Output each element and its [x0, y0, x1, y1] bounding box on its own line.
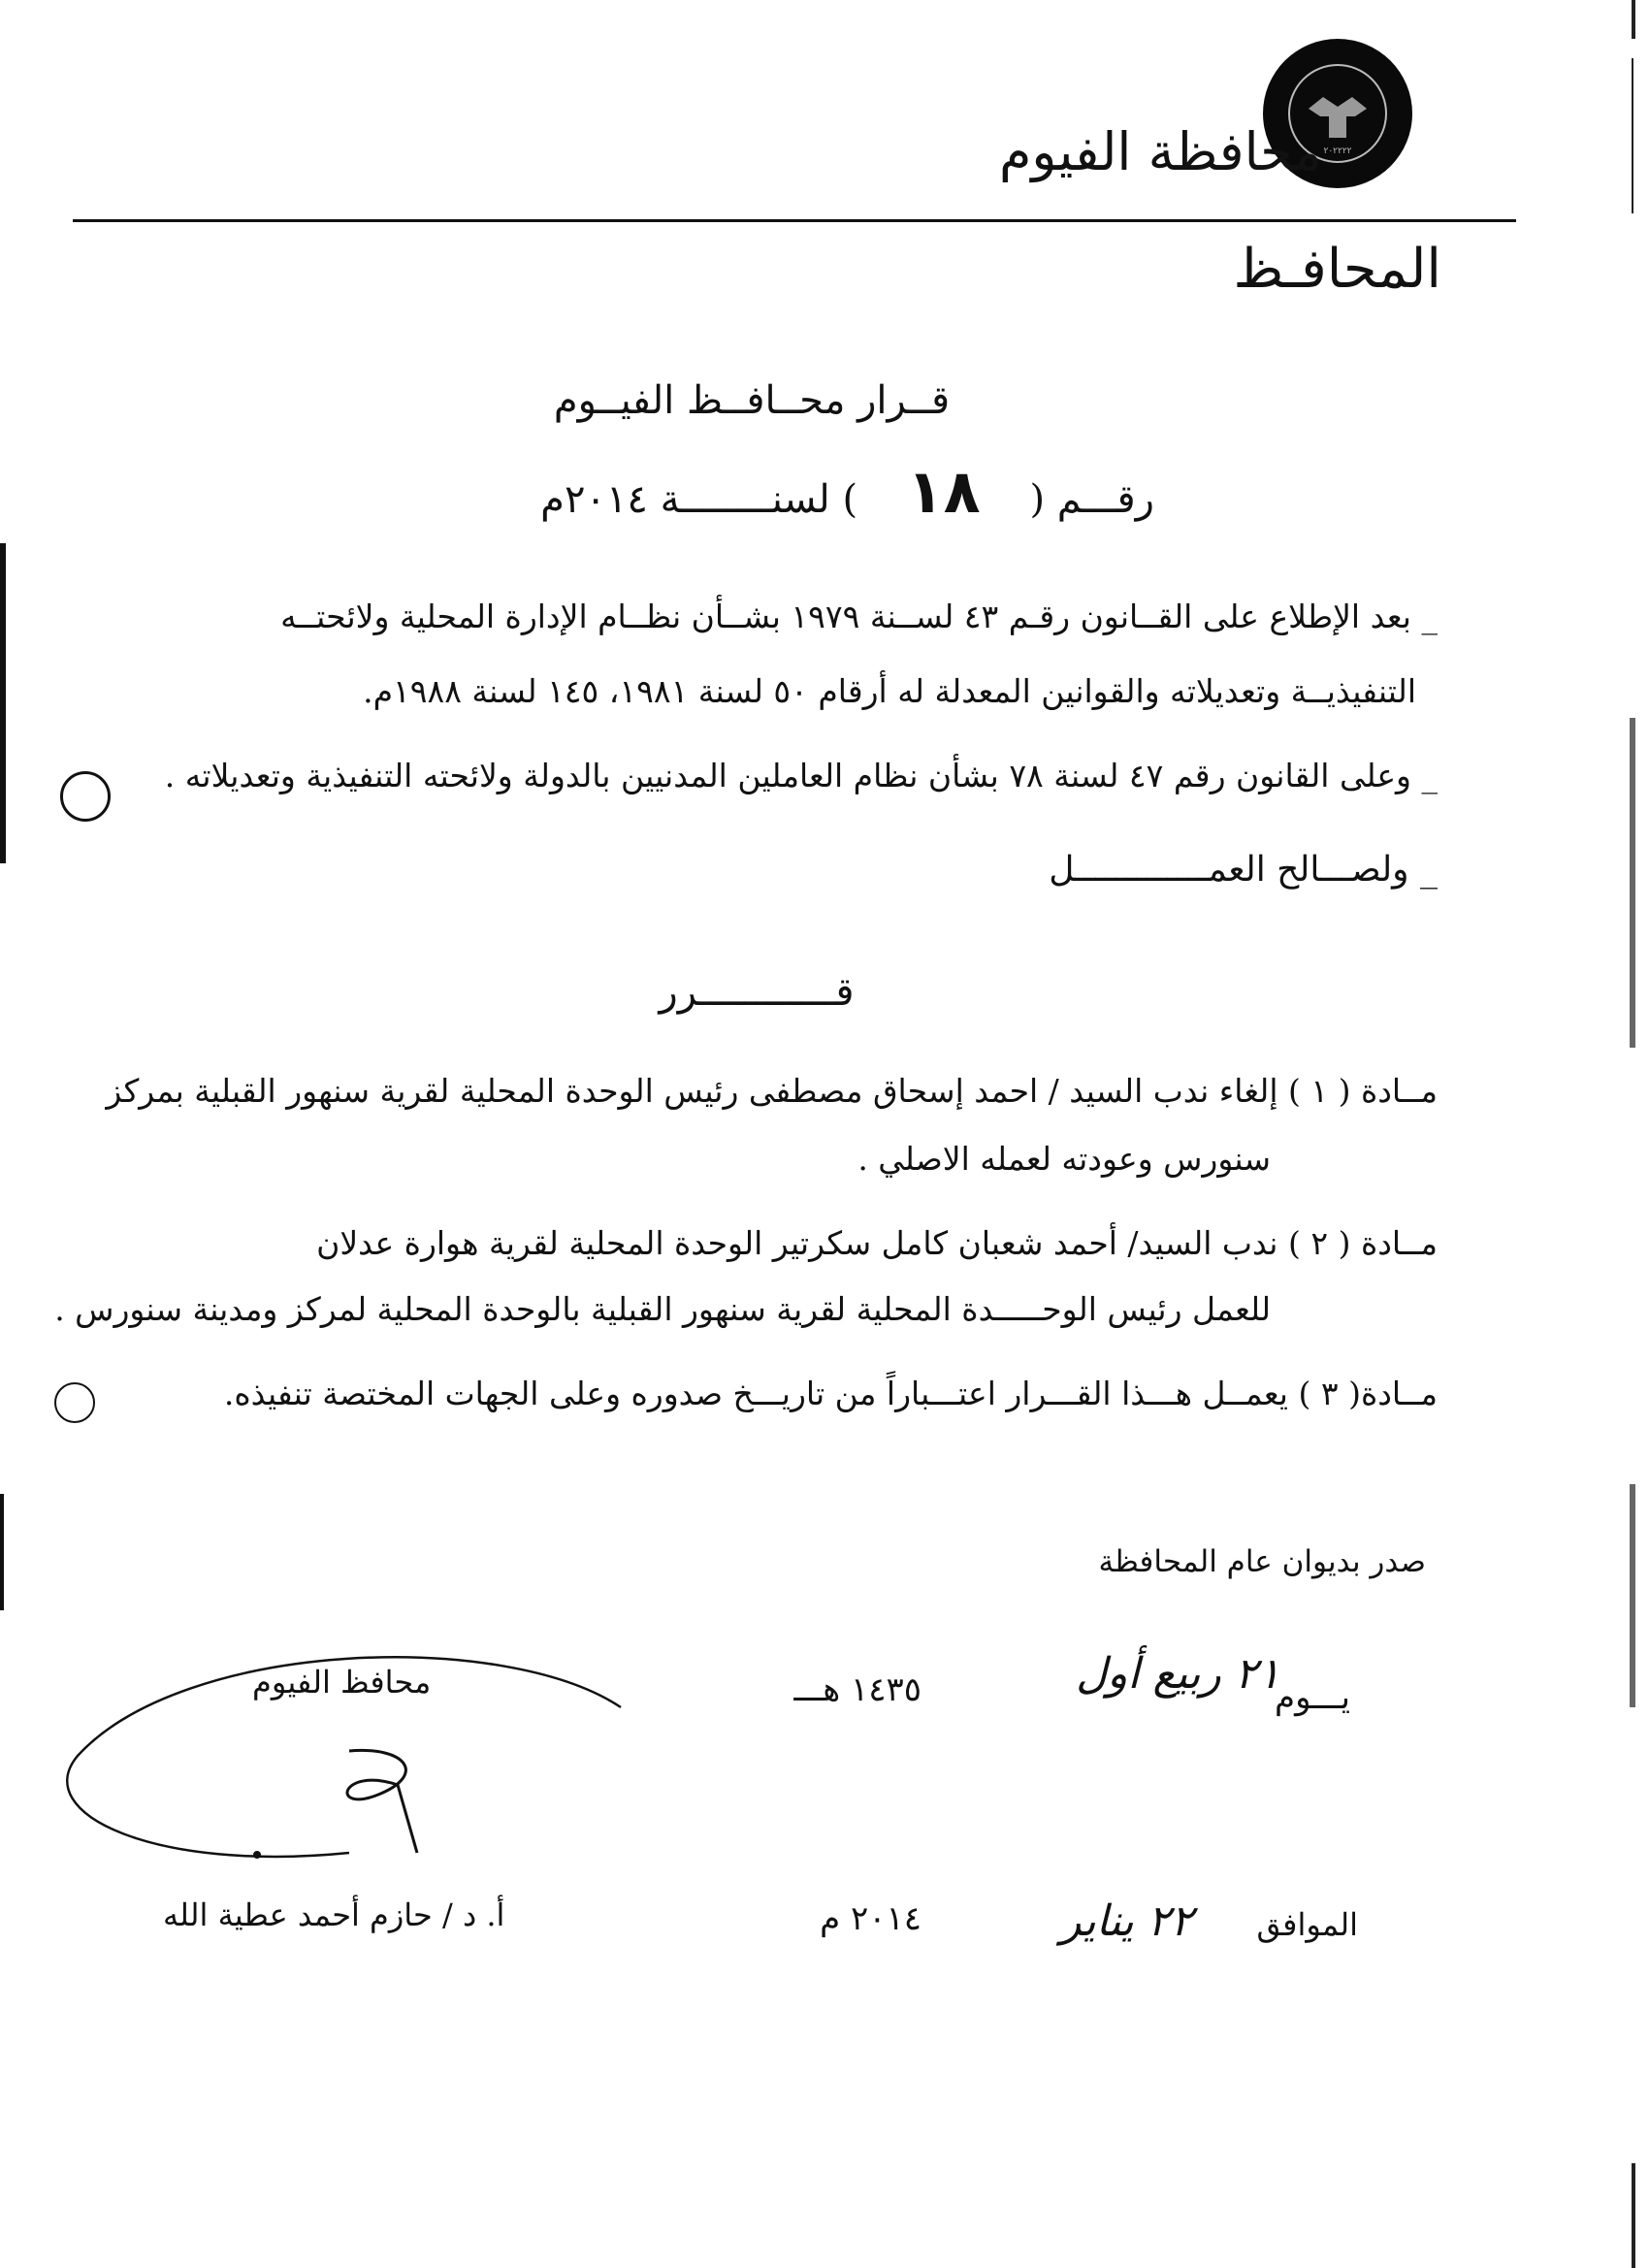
- signatory-name: أ. د / حازم أحمد عطية الله: [163, 1896, 505, 1933]
- issued-at: صدر بديوان عام المحافظة: [1098, 1544, 1426, 1579]
- header-rule: [73, 219, 1516, 222]
- gregorian-year: ٢٠١٤ م: [820, 1899, 922, 1938]
- decision-number-prefix: رقـــم (: [1029, 477, 1154, 522]
- hijri-day-label: يـــوم: [1275, 1678, 1350, 1717]
- scan-edge-right: [1573, 0, 1649, 2268]
- hijri-handwritten-date: ٢١ ربيع أول: [1076, 1649, 1280, 1699]
- margin-stamp-mark: [54, 1382, 95, 1423]
- preamble-line-2: التنفيذيــة وتعديلاته والقوانين المعدلة له أرقام ٥٠ لسنة ١٩٨١، ١٤٥ لسنة ١٩٨٨م.: [363, 672, 1416, 710]
- decision-number: ١٨: [906, 456, 981, 527]
- article-2-line-2: للعمل رئيس الوحـــــدة المحلية لقرية سنهور القبلية بالوحدة المحلية لمركز ومدينة سنورس .: [54, 1290, 1271, 1328]
- decision-title: قــرار محــافــظ الفيــوم: [553, 378, 951, 423]
- governorate-name: محافظة الفيوم: [999, 121, 1322, 182]
- decision-number-suffix: ) لسنــــــــة ٢٠١٤م: [540, 477, 858, 522]
- gregorian-label: الموافق: [1256, 1906, 1358, 1943]
- preamble-line-4: _ ولصـــالح العمـــــــــــــل: [1049, 850, 1438, 890]
- preamble-line-1: _ بعد الإطلاع على القــانون رقـم ٤٣ لســنة ١٩٧٩ بشــأن نظــام الإدارة المحلية ولائحتــه: [280, 598, 1438, 635]
- office-title: المحافـظ: [1233, 238, 1441, 301]
- article-1-line-1: مــادة ( ١ ) إلغاء ندب السيد / احمد إسحاق مصطفى رئيس الوحدة المحلية لقرية سنهور القبلية بمركز: [106, 1072, 1438, 1110]
- article-3-line-1: مــادة( ٣ ) يعمــل هـــذا القـــرار اعتـــباراً من تاريـــخ صدوره وعلى الجهات المختصة تنفيذه.: [223, 1375, 1438, 1412]
- signature-title: محافظ الفيوم: [252, 1664, 432, 1701]
- article-2-line-1: مــادة ( ٢ ) ندب السيد/ أحمد شعبان كامل سكرتير الوحدة المحلية لقرية هوارة عدلان: [316, 1224, 1438, 1262]
- scan-edge-left: [0, 543, 6, 863]
- svg-text:٢٠٢٢٢٢: ٢٠٢٢٢٢: [1323, 146, 1352, 156]
- resolved-heading: قــــــــــــرر: [659, 970, 855, 1015]
- scan-edge-left-lower: [0, 1494, 4, 1610]
- margin-circle-mark: [60, 771, 111, 822]
- hijri-year: ١٤٣٥ هـــ: [793, 1670, 922, 1709]
- gregorian-handwritten-date: ٢٢ يناير: [1060, 1896, 1193, 1946]
- decision-number-row: [540, 456, 1154, 527]
- preamble-line-3: _ وعلى القانون رقم ٤٧ لسنة ٧٨ بشأن نظام العاملين المدنيين بالدولة ولائحته التنفيذية وتعديلاته .: [164, 757, 1438, 794]
- article-1-line-2: سنورس وعودته لعمله الاصلي .: [857, 1140, 1271, 1178]
